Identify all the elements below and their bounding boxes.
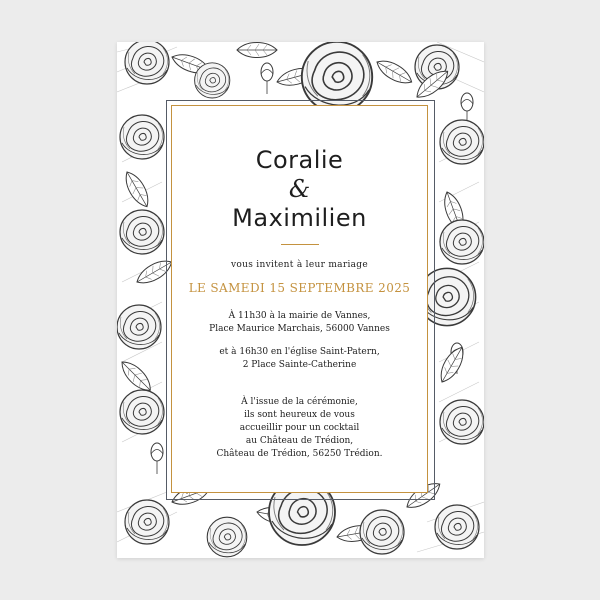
eglise-line-1: et à 16h30 en l'église Saint-Patern, [219,347,380,357]
mairie-line-1: À 11h30 à la mairie de Vannes, [228,311,371,321]
invitation-text-panel [171,105,428,493]
reception-line-4: au Château de Trédion, [245,436,354,446]
eglise-block [172,346,427,372]
mairie-line-2: Place Maurice Marchais, 56000 Vannes [209,324,390,334]
gold-divider [281,244,319,245]
reception-line-5: Château de Trédion, 56250 Trédion. [216,449,383,459]
reception-line-1: À l'issue de la cérémonie, [241,397,358,407]
reception-line-2: ils sont heureux de vous [244,410,355,420]
eglise-line-2: 2 Place Sainte-Catherine [242,360,357,370]
reception-line-3: accueillir pour un cocktail [239,423,360,433]
ampersand: & [288,175,311,203]
invitation-card [117,42,484,558]
mairie-block [172,310,427,336]
invite-line: vous invitent à leur mariage [231,260,368,270]
reception-block [172,396,427,461]
bride-name: Coralie [255,146,344,174]
groom-name: Maximilien [232,204,367,232]
wedding-date: LE SAMEDI 15 SEPTEMBRE 2025 [188,281,411,295]
